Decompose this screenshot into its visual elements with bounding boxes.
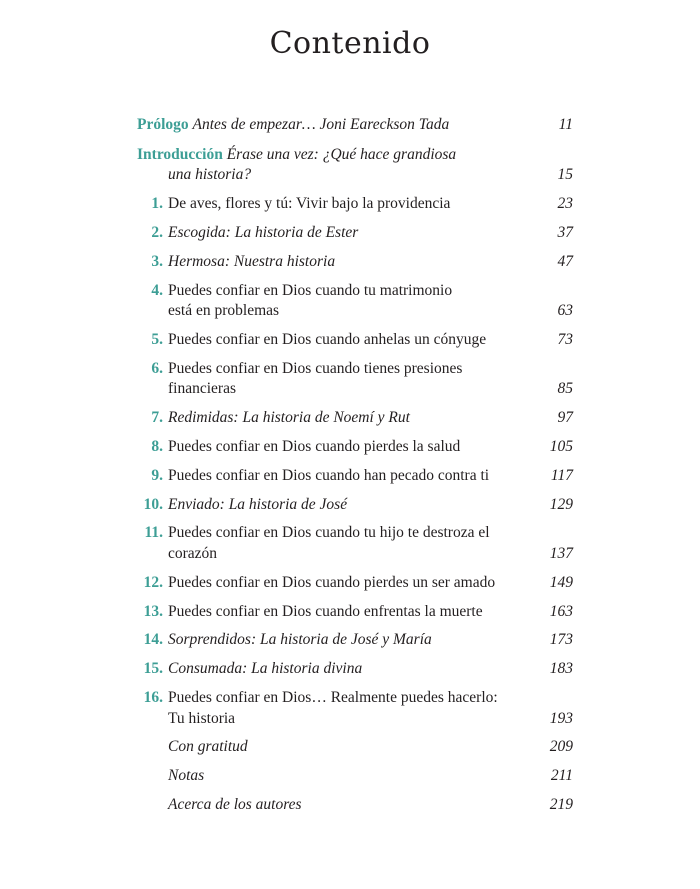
entry-number: 2. (151, 224, 163, 241)
entry-text: Puedes confiar en Dios cuando han pecado contra ti (168, 466, 490, 484)
entry-number: 3. (151, 252, 163, 270)
toc-entry[interactable] (137, 223, 573, 244)
entry-text: una historia? (168, 166, 252, 184)
page-number: 137 (549, 545, 573, 562)
page-number: 193 (549, 709, 573, 727)
page-number: 117 (550, 466, 573, 484)
toc-entry[interactable] (137, 495, 573, 516)
entry-text: financieras (168, 380, 236, 398)
toc-entry[interactable] (137, 281, 573, 322)
entry-number: 15. (143, 660, 163, 678)
entry-number: 9. (151, 466, 163, 484)
entry-text: Consumada: La historia divina (168, 660, 363, 678)
entry-text: Puedes confiar en Dios cuando anhelas un cónyuge (168, 331, 487, 348)
page-number: 129 (549, 495, 573, 513)
entry-number: 14. (143, 631, 163, 649)
page-number: 149 (549, 573, 573, 591)
entry-number: 11. (144, 524, 163, 542)
page-number: 47 (557, 252, 573, 270)
page-number: 37 (557, 224, 573, 241)
toc-entry[interactable] (137, 359, 573, 400)
entry-text: Tu historia (168, 709, 236, 727)
toc-entry[interactable] (137, 766, 573, 787)
entry-number: 5. (151, 331, 163, 348)
page-number: 85 (557, 380, 573, 398)
entry-label: Prólogo (137, 116, 193, 133)
entry-number: 6. (151, 359, 163, 377)
entry-text: Notas (168, 767, 205, 785)
entry-number: 4. (151, 281, 163, 299)
page-number: 209 (549, 738, 573, 756)
toc-entry[interactable] (137, 737, 573, 758)
entry-text: Érase una vez: ¿Qué hace grandiosa (226, 145, 457, 163)
entry-number: 10. (143, 495, 163, 513)
toc-entry[interactable] (137, 795, 573, 816)
entry-text: De aves, flores y tú: Vivir bajo la providencia (168, 195, 451, 213)
entry-text: Con gratitud (168, 738, 248, 756)
entry-number: 7. (151, 409, 163, 427)
entry-number: 13. (143, 602, 163, 620)
entry-text: Puedes confiar en Dios cuando tu matrimonio (168, 281, 453, 299)
entry-number: 8. (151, 438, 163, 455)
page-number: 63 (557, 302, 573, 320)
page-number: 173 (549, 631, 573, 649)
entry-number: 16. (143, 688, 163, 706)
toc-entry[interactable] (137, 252, 573, 273)
entry-text: Puedes confiar en Dios cuando pierdes la salud (168, 438, 461, 455)
toc-entry[interactable] (137, 688, 573, 729)
page-title: Contenido (269, 26, 431, 61)
toc-entry[interactable] (137, 194, 573, 215)
toc-entry[interactable] (137, 144, 573, 186)
entry-text: Puedes confiar en Dios cuando tienes presiones (168, 359, 463, 377)
page-number: 163 (549, 602, 573, 620)
toc-entry[interactable] (137, 602, 573, 623)
entry-text: Acerca de los autores (168, 795, 302, 813)
page-number: 183 (549, 660, 573, 678)
entry-text: Sorprendidos: La historia de José y María (168, 631, 432, 649)
entry-label: Introducción (137, 145, 227, 163)
toc-entry[interactable] (137, 466, 573, 487)
toc-entry[interactable] (137, 408, 573, 429)
entry-text: corazón (168, 545, 218, 562)
entry-number: 12. (143, 573, 163, 591)
page-number: 97 (557, 409, 573, 427)
page-number: 73 (557, 331, 573, 348)
entry-text: Puedes confiar en Dios cuando tu hijo te destroza el (168, 524, 490, 542)
toc-entry[interactable] (137, 330, 573, 351)
toc-entry[interactable] (137, 114, 573, 136)
page-number: 211 (550, 767, 573, 785)
toc-list (137, 114, 573, 824)
toc-entry[interactable] (137, 630, 573, 651)
entry-text: Puedes confiar en Dios cuando enfrentas la muerte (168, 602, 483, 620)
entry-text: Escogida: La historia de Ester (168, 224, 359, 241)
entry-text: Enviado: La historia de José (168, 495, 348, 513)
toc-entry[interactable] (137, 437, 573, 458)
entry-number: 1. (151, 195, 163, 213)
page-number: 105 (549, 438, 573, 455)
page-number: 11 (558, 116, 573, 133)
page-number: 219 (549, 795, 573, 813)
toc-entry[interactable] (137, 523, 573, 564)
toc-entry[interactable] (137, 659, 573, 680)
page-number: 15 (557, 166, 573, 184)
entry-text: Puedes confiar en Dios cuando pierdes un ser amado (168, 573, 496, 591)
entry-text: Hermosa: Nuestra historia (168, 252, 336, 270)
toc-entry[interactable] (137, 573, 573, 594)
entry-text: Redimidas: La historia de Noemí y Rut (168, 409, 410, 427)
page-number: 23 (557, 195, 573, 213)
entry-text: está en problemas (168, 302, 280, 320)
entry-text: Antes de empezar… Joni Eareckson Tada (192, 116, 450, 133)
entry-text: Puedes confiar en Dios… Realmente puedes hacerlo: (168, 688, 498, 706)
